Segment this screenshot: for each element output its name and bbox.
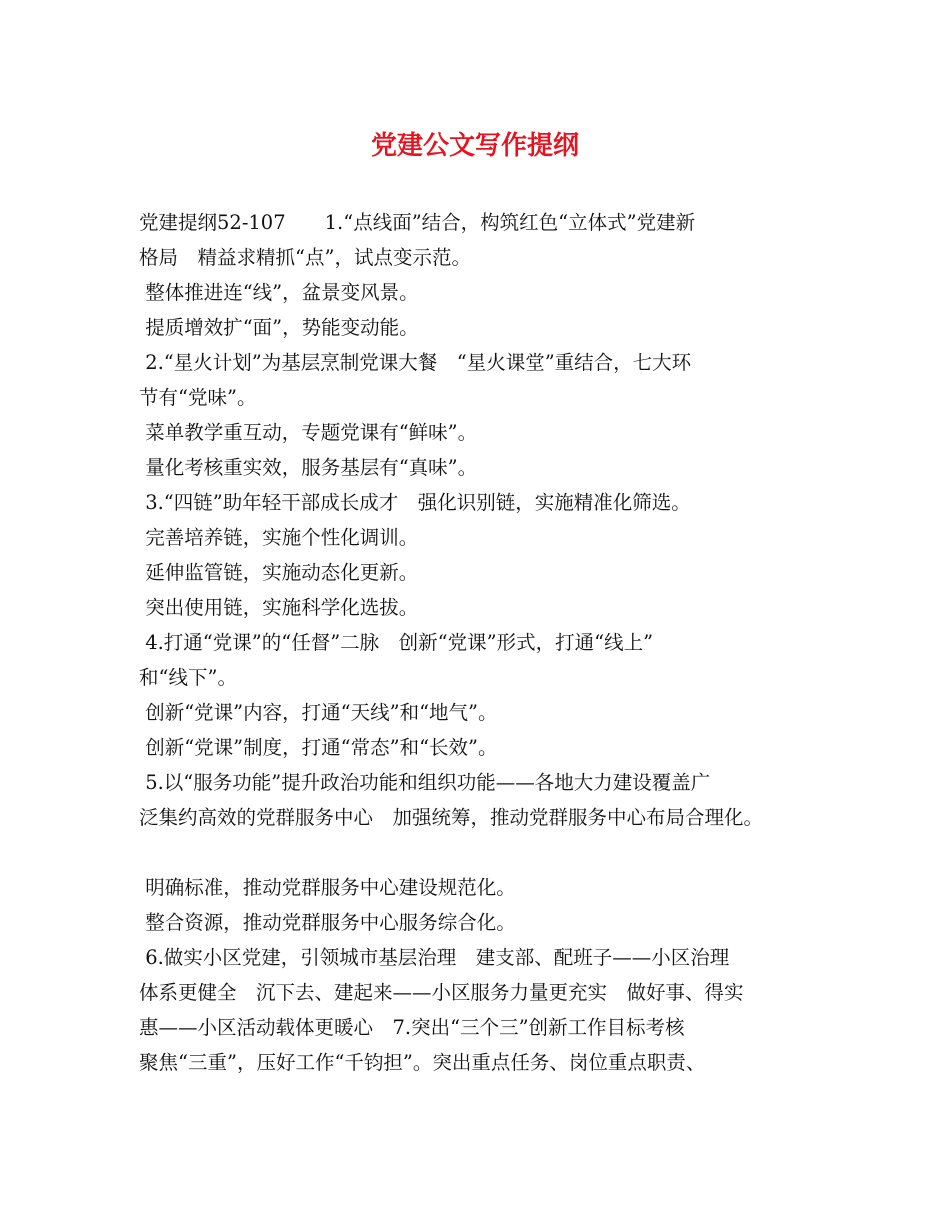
text-line: 延伸监管链，实施动态化更新。 [139, 561, 419, 584]
text-line: 6.做实小区党建，引领城市基层治理 建支部、配班子——小区治理 [139, 946, 730, 969]
text-line [139, 835, 829, 870]
text-line: 菜单教学重互动，专题党课有“鲜味”。 [139, 421, 478, 444]
text-line: 2.“星火计划”为基层烹制党课大餐 “星火课堂”重结合，七大环 [139, 351, 692, 374]
text-line: 5.以“服务功能”提升政治功能和组织功能——各地大力建设覆盖广 [139, 771, 711, 794]
text-line: 整体推进连“线”，盆景变风景。 [139, 281, 419, 304]
text-line: 提质增效扩“面”，势能变动能。 [139, 316, 419, 339]
text-line: 聚焦“三重”，压好工作“千钧担”。突出重点任务、岗位重点职责、 [139, 1051, 706, 1074]
document-body [139, 205, 829, 1080]
text-line: 惠——小区活动载体更暖心 7.突出“三个三”创新工作目标考核 [139, 1016, 705, 1039]
text-line: 量化考核重实效，服务基层有“真味”。 [139, 456, 478, 479]
text-line: 和“线下”。 [139, 666, 237, 689]
text-line: 明确标准，推动党群服务中心建设规范化。 [139, 876, 516, 899]
document-title: 党建公文写作提纲 [370, 131, 579, 161]
text-line: 泛集约高效的党群服务中心 加强统筹，推动党群服务中心布局合理化。 [139, 806, 764, 829]
text-line: 突出使用链，实施科学化选拔。 [139, 596, 419, 619]
text-line: 党建提纲52-107 1.“点线面”结合，构筑红色“立体式”党建新 [139, 211, 696, 234]
text-line: 体系更健全 沉下去、建起来——小区服务力量更充实 做好事、得实 [139, 981, 744, 1004]
text-line: 整合资源，推动党群服务中心服务综合化。 [139, 911, 516, 934]
text-line: 节有“党味”。 [139, 386, 257, 409]
text-line: 创新“党课”制度，打通“常态”和“长效”。 [139, 736, 498, 759]
text-line: 3.“四链”助年轻干部成长成才 强化识别链，实施精准化筛选。 [139, 491, 691, 514]
text-line: 4.打通“党课”的“任督”二脉 创新“党课”形式，打通“线上” [139, 631, 654, 654]
text-line: 完善培养链，实施个性化调训。 [139, 526, 419, 549]
text-line: 创新“党课”内容，打通“天线”和“地气”。 [139, 701, 498, 724]
text-line: 格局 精益求精抓“点”，试点变示范。 [139, 246, 471, 269]
